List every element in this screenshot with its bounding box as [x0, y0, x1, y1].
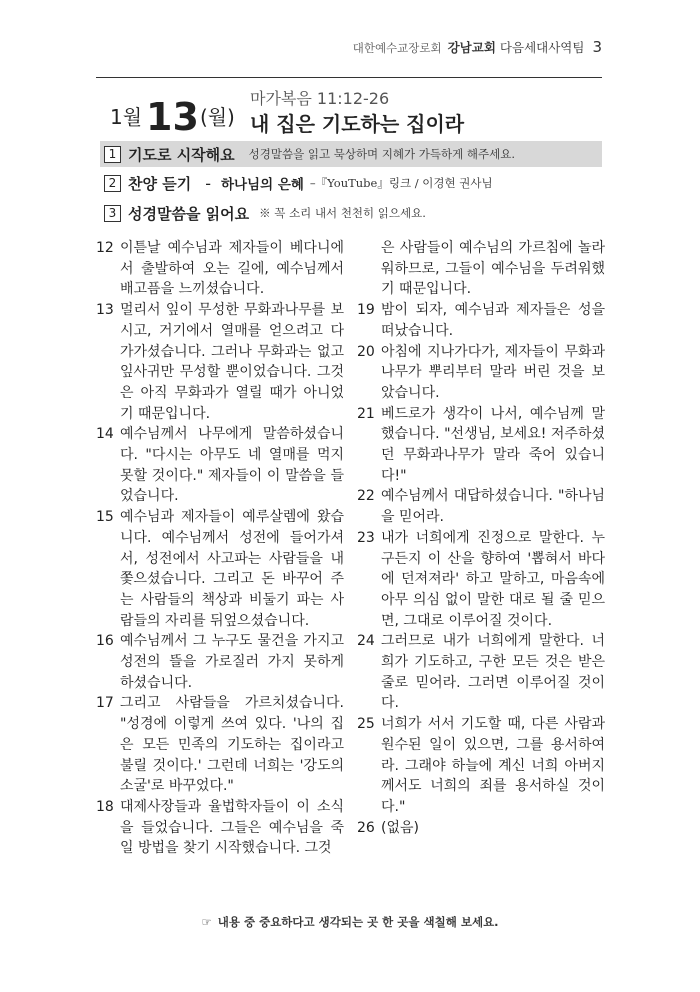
youtube-link[interactable]: –『YouTube』링크 / 이경현 권사님 — [309, 176, 493, 190]
date-day: 13 — [146, 95, 199, 139]
pointing-hand-icon: ☞ — [201, 915, 212, 929]
step-label: 성경말씀을 읽어요 — [128, 204, 250, 223]
verse-14 — [96, 424, 344, 507]
song-title: 하나님의 은혜 — [220, 177, 304, 193]
header-org: 대한예수교장로회 — [352, 41, 442, 55]
verse-text: 예수님께서 대답하셨습니다. "하나님을 믿어라. — [381, 488, 605, 526]
footer-instruction — [0, 914, 700, 930]
page-title: 내 집은 기도하는 집이라 — [250, 112, 465, 136]
verse-18 — [96, 797, 344, 859]
step-number: 1 — [104, 146, 121, 163]
verse-24 — [357, 631, 605, 714]
verse-20 — [357, 342, 605, 404]
verse-number: 13 — [96, 302, 114, 319]
verse-number: 24 — [357, 633, 375, 650]
verse-number: 20 — [357, 343, 375, 360]
verse-text: 이튿날 예수님과 제자들이 베다니에서 출발하여 오는 길에, 예수님께서 배고픔을 느끼셨습니다. — [120, 240, 344, 298]
verse-text: 대제사장들과 율법학자들이 이 소식을 들었습니다. 그들은 예수님을 죽일 방법을 찾기 시작했습니다. 그것 — [120, 798, 344, 857]
verse-text: 그리고 사람들을 가르치셨습니다. "성경에 이렇게 쓰여 있다. '나의 집은 모든 민족의 기도하는 집이라고 불릴 것이다.' 그런데 너희는 '강도의 소굴'로 바꾸었다." — [120, 695, 344, 795]
step-description: ※ 꼭 소리 내서 천천히 읽으세요. — [259, 206, 426, 220]
verse-text: 밤이 되자, 예수님과 제자들은 성을 떠났습니다. — [381, 302, 605, 339]
step-label: 찬양 듣기 — [128, 174, 192, 193]
verse-15 — [96, 507, 344, 631]
step-read — [100, 200, 426, 226]
verse-number: 21 — [357, 405, 375, 422]
verse-21 — [357, 404, 605, 487]
step-description: 성경말씀을 읽고 묵상하며 지혜가 가득하게 해주세요. — [248, 147, 515, 161]
verse-text: 그러므로 내가 너희에게 말한다. 너희가 기도하고, 구한 모든 것은 받은 줄로 믿어라. 그러면 이루어질 것이다. — [381, 633, 605, 712]
verse-text: 예수님께서 그 누구도 물건을 가지고 성전의 뜰을 가로질러 가지 못하게 하셨습니다. — [120, 633, 344, 691]
verse-22 — [357, 486, 605, 527]
verse-number: 12 — [96, 240, 114, 256]
verse-25 — [357, 714, 605, 818]
header-rule — [96, 77, 602, 78]
verse-number: 19 — [357, 302, 375, 319]
step-number: 3 — [104, 205, 121, 222]
scripture-column-left — [96, 238, 344, 859]
verse-17 — [96, 693, 344, 797]
step-listen — [100, 170, 493, 196]
verse-number: 26 — [357, 819, 375, 836]
verse-12 — [96, 238, 344, 300]
step-number: 2 — [104, 175, 121, 192]
verse-number: 22 — [357, 488, 375, 505]
verse-number: 14 — [96, 426, 114, 443]
verse-18-continued: 은 사람들이 예수님의 가르침에 놀라워하므로, 그들이 예수님을 두려워했기 때문입니다. — [381, 240, 605, 298]
verse-number: 25 — [357, 716, 375, 733]
verse-number: 18 — [96, 798, 114, 815]
verse-26 — [357, 818, 605, 839]
date-weekday: (월) — [199, 105, 235, 129]
date-block — [110, 86, 235, 139]
verse-16 — [96, 631, 344, 693]
step-pray — [100, 141, 602, 167]
verse-number: 15 — [96, 509, 114, 526]
page-number: 3 — [592, 38, 602, 56]
date-month: 1월 — [110, 105, 143, 129]
verse-text: 너희가 서서 기도할 때, 다른 사람과 원수된 일이 있으면, 그를 용서하여라. 그래야 하늘에 계신 너희 아버지께서도 너희의 죄를 용서하실 것이다." — [381, 716, 605, 815]
header-team: 다음세대사역팀 — [499, 40, 585, 55]
verse-13 — [96, 300, 344, 424]
step-dash: - — [205, 173, 211, 193]
step-label: 기도로 시작해요 — [128, 145, 235, 164]
verse-text: 베드로가 생각이 나서, 예수님께 말했습니다. "선생님, 보세요! 저주하셨던 무화과나무가 말라 죽어 있습니다!" — [381, 405, 605, 484]
verse-23 — [357, 528, 605, 632]
verse-19 — [357, 300, 605, 341]
page-header — [353, 38, 602, 56]
verse-number: 23 — [357, 529, 375, 546]
scripture-reference: 마가복음 11:12-26 — [250, 89, 390, 108]
verse-text: (없음) — [381, 819, 419, 836]
verse-number: 16 — [96, 633, 114, 650]
verse-text: 아침에 지나가다가, 제자들이 무화과나무가 뿌리부터 말라 버린 것을 보았습니다. — [381, 343, 605, 401]
verse-text: 예수님과 제자들이 예루살렘에 왔습니다. 예수님께서 성전에 들어가셔서, 성전에서 사고파는 사람들을 내쫓으셨습니다. 그리고 돈 바꾸어 주는 사람들의 책상과 비둘기 파는 사람들의 자리를 뒤엎으셨습니다. — [120, 509, 344, 629]
verse-text: 멀리서 잎이 무성한 무화과나무를 보시고, 거기에서 열매를 얻으려고 다가가셨습니다. 그러나 무화과는 없고 잎사귀만 무성할 뿐이었습니다. 그것은 아직 무화과가 열릴 때가 아니었기 때문입니다. — [120, 302, 344, 422]
verse-number: 17 — [96, 695, 114, 712]
scripture-column-right — [357, 238, 605, 838]
verse-text: 예수님께서 나무에게 말씀하셨습니다. "다시는 아무도 네 열매를 먹지 못할 것이다." 제자들이 이 말씀을 들었습니다. — [120, 426, 344, 505]
verse-text: 내가 너희에게 진정으로 말한다. 누구든지 이 산을 향하여 '뽑혀서 바다에 던져져라' 하고 말하고, 마음속에 아무 의심 없이 말한 대로 될 줄 믿으면, 그대로 이루어질 것이다. — [381, 529, 605, 629]
header-church: 강남교회 — [447, 40, 496, 55]
footer-text: 내용 중 중요하다고 생각되는 곳 한 곳을 색칠해 보세요. — [217, 915, 499, 929]
